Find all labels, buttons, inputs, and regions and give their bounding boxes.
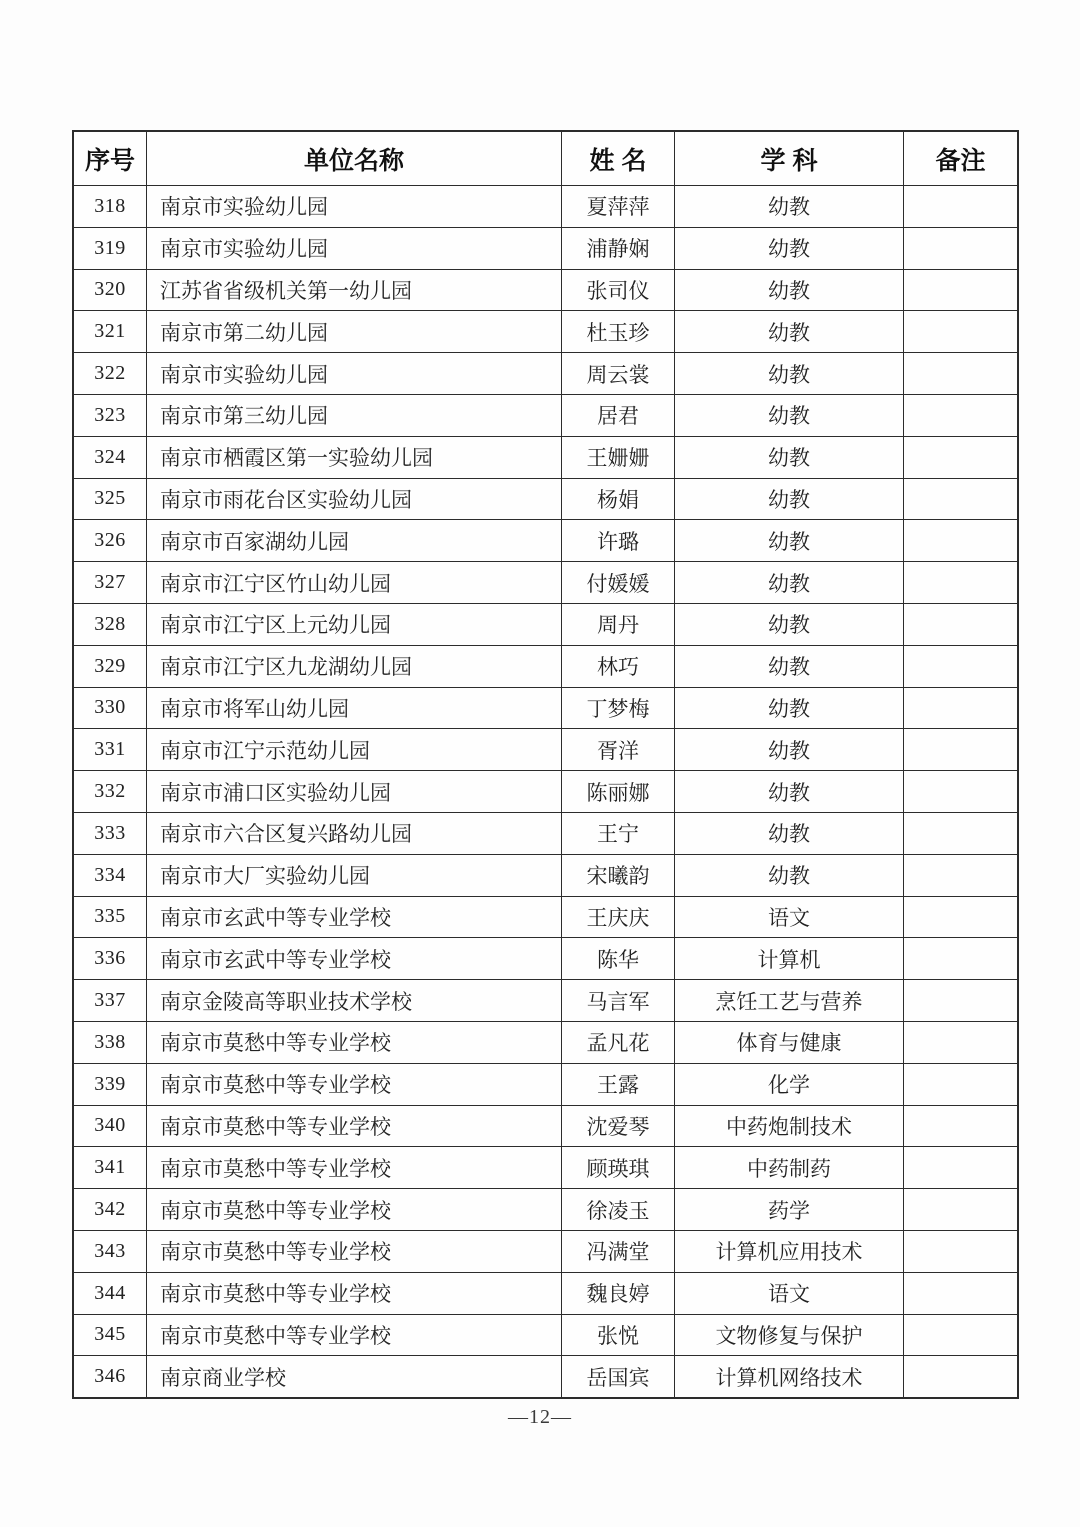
cell-subject: 幼教: [675, 729, 904, 771]
cell-name: 许璐: [562, 520, 675, 562]
cell-unit: 南京市第三幼儿园: [147, 394, 562, 436]
cell-unit: 南京市六合区复兴路幼儿园: [147, 812, 562, 854]
cell-no: 321: [73, 311, 147, 353]
table-row: [73, 1189, 1018, 1231]
cell-unit: 南京市玄武中等专业学校: [147, 896, 562, 938]
cell-unit: 南京市江宁区竹山幼儿园: [147, 562, 562, 604]
cell-remark: [904, 812, 1019, 854]
cell-no: 339: [73, 1063, 147, 1105]
cell-unit: 南京市莫愁中等专业学校: [147, 1021, 562, 1063]
cell-subject: 幼教: [675, 311, 904, 353]
cell-no: 331: [73, 729, 147, 771]
table-row: [73, 1105, 1018, 1147]
table-row: [73, 353, 1018, 395]
cell-name: 周丹: [562, 603, 675, 645]
cell-subject: 计算机: [675, 938, 904, 980]
cell-remark: [904, 562, 1019, 604]
cell-remark: [904, 520, 1019, 562]
table-row: [73, 1147, 1018, 1189]
column-header-subject: 学 科: [675, 131, 904, 186]
table-row: [73, 812, 1018, 854]
cell-remark: [904, 1314, 1019, 1356]
table-row: [73, 729, 1018, 771]
cell-no: 320: [73, 269, 147, 311]
cell-name: 张司仪: [562, 269, 675, 311]
cell-no: 336: [73, 938, 147, 980]
cell-subject: 幼教: [675, 186, 904, 228]
cell-no: 323: [73, 394, 147, 436]
cell-name: 王宁: [562, 812, 675, 854]
cell-unit: 南京市莫愁中等专业学校: [147, 1272, 562, 1314]
cell-name: 浦静娴: [562, 227, 675, 269]
table-row: [73, 896, 1018, 938]
cell-unit: 南京市实验幼儿园: [147, 353, 562, 395]
column-header-name: 姓 名: [562, 131, 675, 186]
cell-subject: 语文: [675, 896, 904, 938]
cell-name: 丁梦梅: [562, 687, 675, 729]
page-number: —12—: [508, 1406, 572, 1428]
cell-subject: 幼教: [675, 520, 904, 562]
cell-name: 宋曦韵: [562, 854, 675, 896]
table-row: [73, 980, 1018, 1022]
table-row: [73, 562, 1018, 604]
cell-subject: 语文: [675, 1272, 904, 1314]
cell-name: 岳国宾: [562, 1356, 675, 1398]
table-row: [73, 311, 1018, 353]
cell-no: 333: [73, 812, 147, 854]
cell-unit: 南京市莫愁中等专业学校: [147, 1105, 562, 1147]
cell-unit: 南京市玄武中等专业学校: [147, 938, 562, 980]
cell-no: 344: [73, 1272, 147, 1314]
cell-name: 沈爱琴: [562, 1105, 675, 1147]
table-header: [73, 131, 1018, 186]
cell-unit: 南京市第二幼儿园: [147, 311, 562, 353]
cell-subject: 幼教: [675, 687, 904, 729]
table-row: [73, 645, 1018, 687]
cell-subject: 幼教: [675, 854, 904, 896]
cell-name: 陈华: [562, 938, 675, 980]
cell-subject: 幼教: [675, 562, 904, 604]
table-row: [73, 227, 1018, 269]
column-header-unit: 单位名称: [147, 131, 562, 186]
cell-unit: 南京商业学校: [147, 1356, 562, 1398]
table-row: [73, 478, 1018, 520]
cell-unit: 南京市莫愁中等专业学校: [147, 1147, 562, 1189]
cell-unit: 南京金陵高等职业技术学校: [147, 980, 562, 1022]
table-row: [73, 1314, 1018, 1356]
cell-name: 孟凡花: [562, 1021, 675, 1063]
cell-subject: 幼教: [675, 269, 904, 311]
cell-unit: 南京市江宁区上元幼儿园: [147, 603, 562, 645]
cell-unit: 南京市百家湖幼儿园: [147, 520, 562, 562]
cell-subject: 药学: [675, 1189, 904, 1231]
cell-no: 337: [73, 980, 147, 1022]
cell-remark: [904, 1063, 1019, 1105]
cell-unit: 南京市雨花台区实验幼儿园: [147, 478, 562, 520]
cell-remark: [904, 938, 1019, 980]
cell-remark: [904, 854, 1019, 896]
cell-no: 342: [73, 1189, 147, 1231]
cell-name: 魏良婷: [562, 1272, 675, 1314]
cell-remark: [904, 1272, 1019, 1314]
cell-remark: [904, 729, 1019, 771]
cell-remark: [904, 771, 1019, 813]
cell-subject: 幼教: [675, 603, 904, 645]
cell-remark: [904, 645, 1019, 687]
cell-unit: 南京市莫愁中等专业学校: [147, 1189, 562, 1231]
cell-name: 顾瑛琪: [562, 1147, 675, 1189]
cell-unit: 南京市江宁区九龙湖幼儿园: [147, 645, 562, 687]
table-row: [73, 186, 1018, 228]
cell-unit: 南京市莫愁中等专业学校: [147, 1063, 562, 1105]
cell-name: 王露: [562, 1063, 675, 1105]
cell-name: 陈丽娜: [562, 771, 675, 813]
table-row: [73, 771, 1018, 813]
cell-subject: 幼教: [675, 227, 904, 269]
cell-unit: 南京市将军山幼儿园: [147, 687, 562, 729]
table-row: [73, 1063, 1018, 1105]
cell-subject: 体育与健康: [675, 1021, 904, 1063]
table-row: [73, 1356, 1018, 1398]
cell-remark: [904, 687, 1019, 729]
column-header-no: 序号: [73, 131, 147, 186]
table-row: [73, 1230, 1018, 1272]
cell-subject: 化学: [675, 1063, 904, 1105]
cell-name: 居君: [562, 394, 675, 436]
cell-subject: 幼教: [675, 394, 904, 436]
cell-remark: [904, 227, 1019, 269]
cell-subject: 幼教: [675, 771, 904, 813]
cell-unit: 江苏省省级机关第一幼儿园: [147, 269, 562, 311]
cell-remark: [904, 311, 1019, 353]
cell-subject: 中药炮制技术: [675, 1105, 904, 1147]
cell-no: 326: [73, 520, 147, 562]
cell-no: 330: [73, 687, 147, 729]
cell-subject: 幼教: [675, 353, 904, 395]
table-row: [73, 436, 1018, 478]
table-row: [73, 687, 1018, 729]
teacher-list-table: [72, 130, 1019, 1399]
cell-no: 340: [73, 1105, 147, 1147]
column-header-remark: 备注: [904, 131, 1019, 186]
cell-unit: 南京市江宁示范幼儿园: [147, 729, 562, 771]
cell-no: 327: [73, 562, 147, 604]
cell-name: 王庆庆: [562, 896, 675, 938]
cell-no: 341: [73, 1147, 147, 1189]
cell-remark: [904, 896, 1019, 938]
cell-name: 杨娟: [562, 478, 675, 520]
cell-remark: [904, 1105, 1019, 1147]
cell-no: 328: [73, 603, 147, 645]
cell-no: 319: [73, 227, 147, 269]
cell-subject: 幼教: [675, 478, 904, 520]
cell-no: 318: [73, 186, 147, 228]
cell-remark: [904, 353, 1019, 395]
cell-remark: [904, 1230, 1019, 1272]
cell-unit: 南京市实验幼儿园: [147, 186, 562, 228]
table-row: [73, 1272, 1018, 1314]
cell-unit: 南京市栖霞区第一实验幼儿园: [147, 436, 562, 478]
cell-remark: [904, 1147, 1019, 1189]
cell-no: 345: [73, 1314, 147, 1356]
cell-unit: 南京市大厂实验幼儿园: [147, 854, 562, 896]
cell-remark: [904, 603, 1019, 645]
table-row: [73, 269, 1018, 311]
cell-subject: 幼教: [675, 645, 904, 687]
cell-subject: 烹饪工艺与营养: [675, 980, 904, 1022]
cell-no: 343: [73, 1230, 147, 1272]
cell-remark: [904, 436, 1019, 478]
cell-no: 329: [73, 645, 147, 687]
cell-no: 324: [73, 436, 147, 478]
cell-remark: [904, 1021, 1019, 1063]
cell-no: 332: [73, 771, 147, 813]
cell-subject: 计算机网络技术: [675, 1356, 904, 1398]
cell-unit: 南京市浦口区实验幼儿园: [147, 771, 562, 813]
cell-name: 冯满堂: [562, 1230, 675, 1272]
cell-remark: [904, 186, 1019, 228]
cell-name: 徐凌玉: [562, 1189, 675, 1231]
cell-remark: [904, 478, 1019, 520]
table-header-row: [73, 131, 1018, 186]
cell-remark: [904, 980, 1019, 1022]
cell-name: 付媛媛: [562, 562, 675, 604]
cell-subject: 文物修复与保护: [675, 1314, 904, 1356]
table-row: [73, 520, 1018, 562]
cell-name: 周云裳: [562, 353, 675, 395]
cell-no: 335: [73, 896, 147, 938]
cell-subject: 幼教: [675, 812, 904, 854]
cell-name: 夏萍萍: [562, 186, 675, 228]
cell-name: 张悦: [562, 1314, 675, 1356]
cell-name: 杜玉珍: [562, 311, 675, 353]
cell-remark: [904, 1189, 1019, 1231]
table-row: [73, 854, 1018, 896]
cell-unit: 南京市实验幼儿园: [147, 227, 562, 269]
table-row: [73, 394, 1018, 436]
cell-no: 325: [73, 478, 147, 520]
cell-subject: 幼教: [675, 436, 904, 478]
cell-no: 334: [73, 854, 147, 896]
cell-unit: 南京市莫愁中等专业学校: [147, 1314, 562, 1356]
cell-name: 王姗姗: [562, 436, 675, 478]
cell-no: 346: [73, 1356, 147, 1398]
cell-subject: 中药制药: [675, 1147, 904, 1189]
table-body: [73, 186, 1018, 1399]
cell-name: 马言军: [562, 980, 675, 1022]
table-row: [73, 1021, 1018, 1063]
cell-remark: [904, 1356, 1019, 1398]
cell-remark: [904, 269, 1019, 311]
table-row: [73, 603, 1018, 645]
cell-unit: 南京市莫愁中等专业学校: [147, 1230, 562, 1272]
cell-name: 胥洋: [562, 729, 675, 771]
cell-subject: 计算机应用技术: [675, 1230, 904, 1272]
cell-no: 338: [73, 1021, 147, 1063]
cell-name: 林巧: [562, 645, 675, 687]
cell-no: 322: [73, 353, 147, 395]
cell-remark: [904, 394, 1019, 436]
table-row: [73, 938, 1018, 980]
